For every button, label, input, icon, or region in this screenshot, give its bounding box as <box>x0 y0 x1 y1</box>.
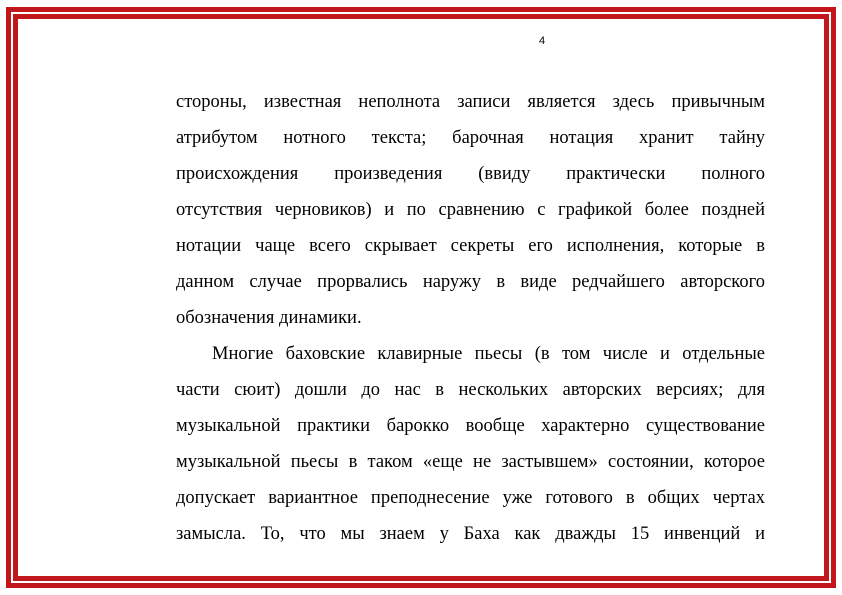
text-line: происхождения произведения (ввиду практически полного <box>176 164 765 184</box>
text-line: Многие баховские клавирные пьесы (в том числе и отдельные <box>212 344 765 364</box>
text-line: части сюит) дошли до нас в нескольких авторских версиях; для <box>176 380 765 400</box>
text-line: замысла. То, что мы знаем у Баха как дважды 15 инвенций и <box>176 524 765 544</box>
text-line: музыкальной пьесы в таком «еще не застывшем» состоянии, которое <box>176 452 765 472</box>
text-line: стороны, известная неполнота записи является здесь привычным <box>176 92 765 112</box>
text-line: допускает вариантное преподнесение уже готового в общих чертах <box>176 488 765 508</box>
text-line: нотации чаще всего скрывает секреты его исполнения, которые в <box>176 236 765 256</box>
text-line: данном случае прорвались наружу в виде редчайшего авторского <box>176 272 765 292</box>
body-text <box>176 84 765 552</box>
page-number: 4 <box>538 35 546 47</box>
text-line: музыкальной практики барокко вообще характерно существование <box>176 416 765 436</box>
text-line: отсутствия черновиков) и по сравнению с графикой более поздней <box>176 200 765 220</box>
text-line: обозначения динамики. <box>176 308 362 328</box>
text-line: атрибутом нотного текста; барочная нотация хранит тайну <box>176 128 765 148</box>
